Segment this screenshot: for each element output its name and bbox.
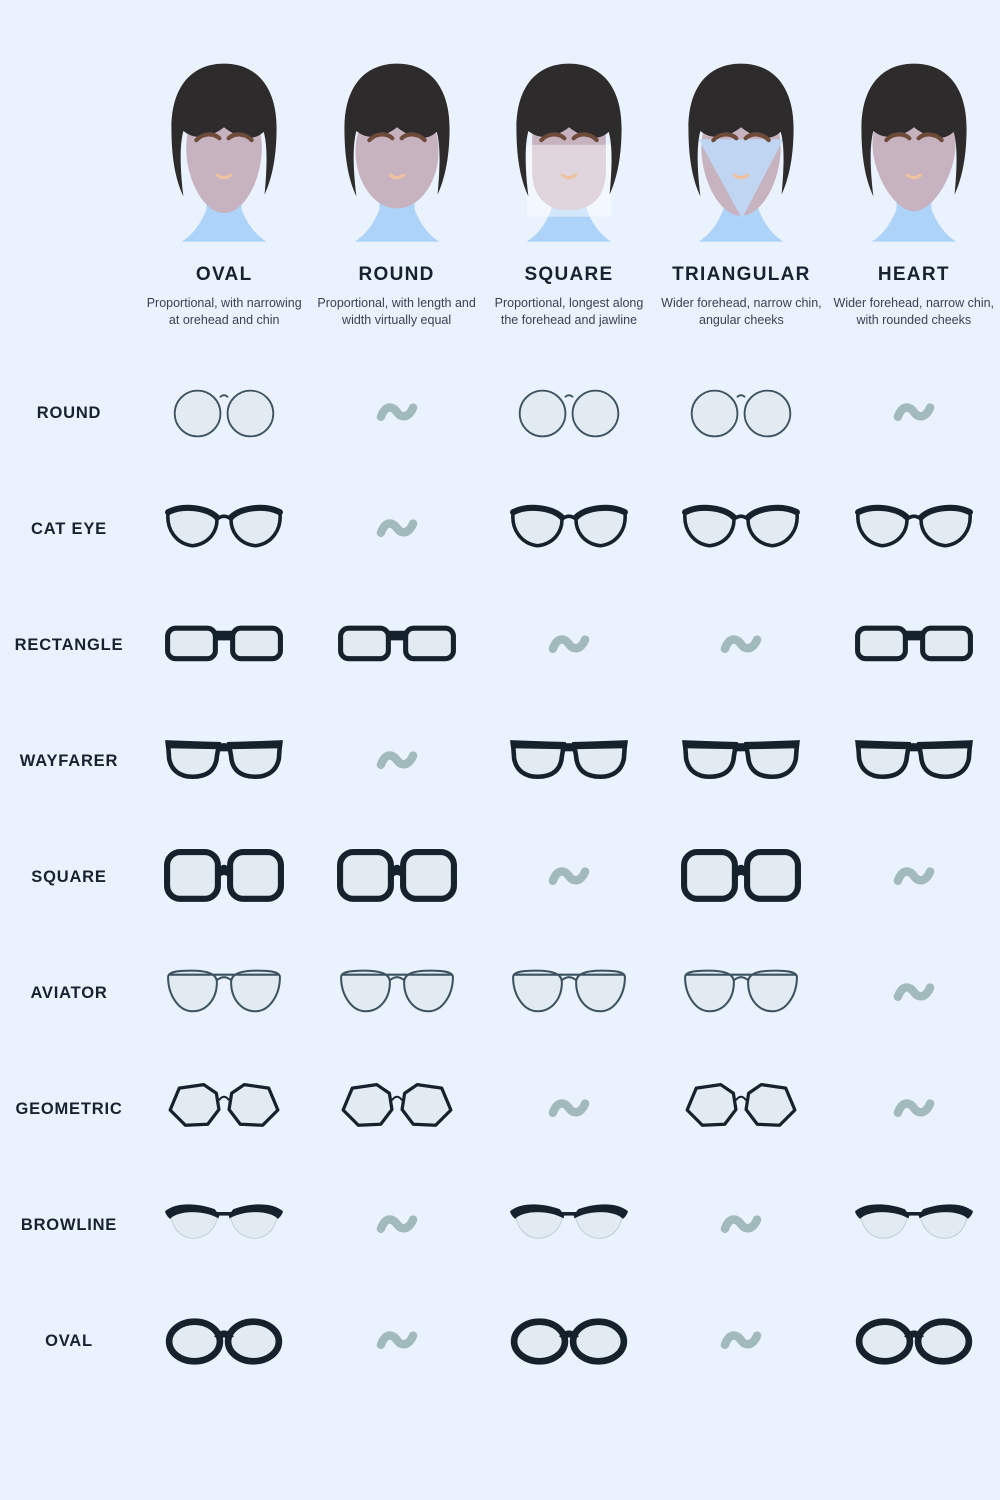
wayfarer-glasses-icon	[508, 731, 630, 793]
matrix-cell	[138, 820, 310, 936]
square-glasses-icon	[680, 847, 802, 909]
matrix-cell	[138, 704, 310, 820]
matrix-cell	[138, 1284, 310, 1400]
matrix-cell	[828, 704, 1000, 820]
matrix-cell	[310, 472, 482, 588]
oval-glasses-icon	[508, 1311, 630, 1373]
face-column-header-triangular	[655, 52, 827, 330]
rectangle-glasses-icon	[336, 615, 458, 677]
matrix-cell	[483, 588, 655, 704]
tilde-squiggle-icon	[718, 625, 764, 667]
matrix-cell	[828, 820, 1000, 936]
geometric-glasses-icon	[336, 1079, 458, 1141]
cat-eye-glasses-icon	[508, 499, 630, 561]
matrix-cell	[655, 356, 827, 472]
matrix-cell	[655, 1168, 827, 1284]
matrix-cell	[655, 588, 827, 704]
matrix-cell	[655, 1284, 827, 1400]
matrix-cell	[828, 588, 1000, 704]
tilde-squiggle-icon	[891, 1089, 937, 1131]
tilde-squiggle-icon	[374, 509, 420, 551]
tilde-squiggle-icon	[891, 973, 937, 1015]
matrix-cell	[655, 1052, 827, 1168]
square-glasses-icon	[336, 847, 458, 909]
corner-spacer	[0, 52, 138, 356]
geometric-glasses-icon	[163, 1079, 285, 1141]
matrix-cell	[828, 356, 1000, 472]
face-column-header-round	[310, 52, 482, 330]
wayfarer-glasses-icon	[680, 731, 802, 793]
cat-eye-glasses-icon	[163, 499, 285, 561]
rectangle-glasses-icon	[163, 615, 285, 677]
matrix-cell	[310, 1168, 482, 1284]
row-label-browline: BROWLINE	[20, 1216, 118, 1234]
face-shape-label: HEART	[877, 264, 950, 285]
matrix-cell	[138, 356, 310, 472]
oval-glasses-icon	[853, 1311, 975, 1373]
round-glasses-icon	[163, 383, 285, 445]
matrix-cell	[483, 1284, 655, 1400]
tilde-squiggle-icon	[891, 393, 937, 435]
round-glasses-icon	[508, 383, 630, 445]
compatibility-matrix	[0, 52, 1000, 1400]
face-shape-label: OVAL	[195, 264, 253, 285]
matrix-cell	[483, 820, 655, 936]
geometric-glasses-icon	[680, 1079, 802, 1141]
wayfarer-glasses-icon	[163, 731, 285, 793]
face-shape-label: TRIANGULAR	[672, 264, 811, 285]
row-label-aviator: AVIATOR	[30, 984, 108, 1002]
matrix-cell	[310, 356, 482, 472]
matrix-cell	[828, 1168, 1000, 1284]
heart-face-illustration	[831, 52, 997, 256]
matrix-cell	[655, 472, 827, 588]
row-label-cat-eye: CAT EYE	[31, 520, 107, 538]
matrix-cell	[310, 820, 482, 936]
triangular-face-illustration	[658, 52, 824, 256]
aviator-glasses-icon	[163, 963, 285, 1025]
matrix-cell	[138, 936, 310, 1052]
face-shape-description: Proportional, longest along the forehead and jawline	[494, 296, 644, 328]
row-label-square: SQUARE	[31, 868, 107, 886]
round-glasses-icon	[680, 383, 802, 445]
row-label-geometric: GEOMETRIC	[15, 1100, 123, 1118]
square-face-illustration	[486, 52, 652, 256]
face-shape-description: Proportional, with narrowing at orehead and chin	[146, 296, 302, 328]
aviator-glasses-icon	[508, 963, 630, 1025]
matrix-cell	[138, 588, 310, 704]
row-label-round: ROUND	[36, 404, 102, 422]
tilde-squiggle-icon	[546, 857, 592, 899]
row-label-oval: OVAL	[45, 1332, 93, 1350]
square-glasses-icon	[163, 847, 285, 909]
face-shape-label: SQUARE	[524, 264, 614, 285]
matrix-cell	[828, 472, 1000, 588]
matrix-cell	[655, 704, 827, 820]
face-shape-label: ROUND	[358, 264, 435, 285]
matrix-cell	[655, 820, 827, 936]
rectangle-glasses-icon	[853, 615, 975, 677]
tilde-squiggle-icon	[374, 393, 420, 435]
matrix-cell	[828, 1052, 1000, 1168]
face-shape-description: Wider forehead, narrow chin, angular cheeks	[661, 296, 822, 328]
row-label-wayfarer: WAYFARER	[19, 752, 119, 770]
tilde-squiggle-icon	[546, 1089, 592, 1131]
matrix-cell	[655, 936, 827, 1052]
matrix-cell	[310, 704, 482, 820]
tilde-squiggle-icon	[718, 1321, 764, 1363]
matrix-cell	[828, 1284, 1000, 1400]
browline-glasses-icon	[508, 1195, 630, 1257]
tilde-squiggle-icon	[718, 1205, 764, 1247]
browline-glasses-icon	[163, 1195, 285, 1257]
face-shape-description: Wider forehead, narrow chin, with rounded cheeks	[833, 296, 995, 328]
oval-face-illustration	[141, 52, 307, 256]
matrix-cell	[483, 936, 655, 1052]
matrix-cell	[483, 1052, 655, 1168]
matrix-cell	[483, 472, 655, 588]
row-label-rectangle: RECTANGLE	[14, 636, 124, 654]
face-column-header-square	[483, 52, 655, 330]
face-column-header-heart	[828, 52, 1000, 330]
matrix-cell	[138, 1052, 310, 1168]
tilde-squiggle-icon	[546, 625, 592, 667]
round-face-illustration	[314, 52, 480, 256]
tilde-squiggle-icon	[891, 857, 937, 899]
browline-glasses-icon	[853, 1195, 975, 1257]
matrix-cell	[828, 936, 1000, 1052]
matrix-cell	[483, 704, 655, 820]
cat-eye-glasses-icon	[853, 499, 975, 561]
matrix-cell	[138, 1168, 310, 1284]
matrix-cell	[310, 1052, 482, 1168]
aviator-glasses-icon	[336, 963, 458, 1025]
face-column-header-oval	[138, 52, 310, 330]
matrix-cell	[483, 1168, 655, 1284]
face-shape-description: Proportional, with length and width virtually equal	[317, 296, 476, 328]
matrix-cell	[310, 588, 482, 704]
matrix-cell	[310, 936, 482, 1052]
matrix-cell	[483, 356, 655, 472]
wayfarer-glasses-icon	[853, 731, 975, 793]
oval-glasses-icon	[163, 1311, 285, 1373]
tilde-squiggle-icon	[374, 1321, 420, 1363]
matrix-cell	[138, 472, 310, 588]
tilde-squiggle-icon	[374, 1205, 420, 1247]
cat-eye-glasses-icon	[680, 499, 802, 561]
matrix-cell	[310, 1284, 482, 1400]
aviator-glasses-icon	[680, 963, 802, 1025]
tilde-squiggle-icon	[374, 741, 420, 783]
